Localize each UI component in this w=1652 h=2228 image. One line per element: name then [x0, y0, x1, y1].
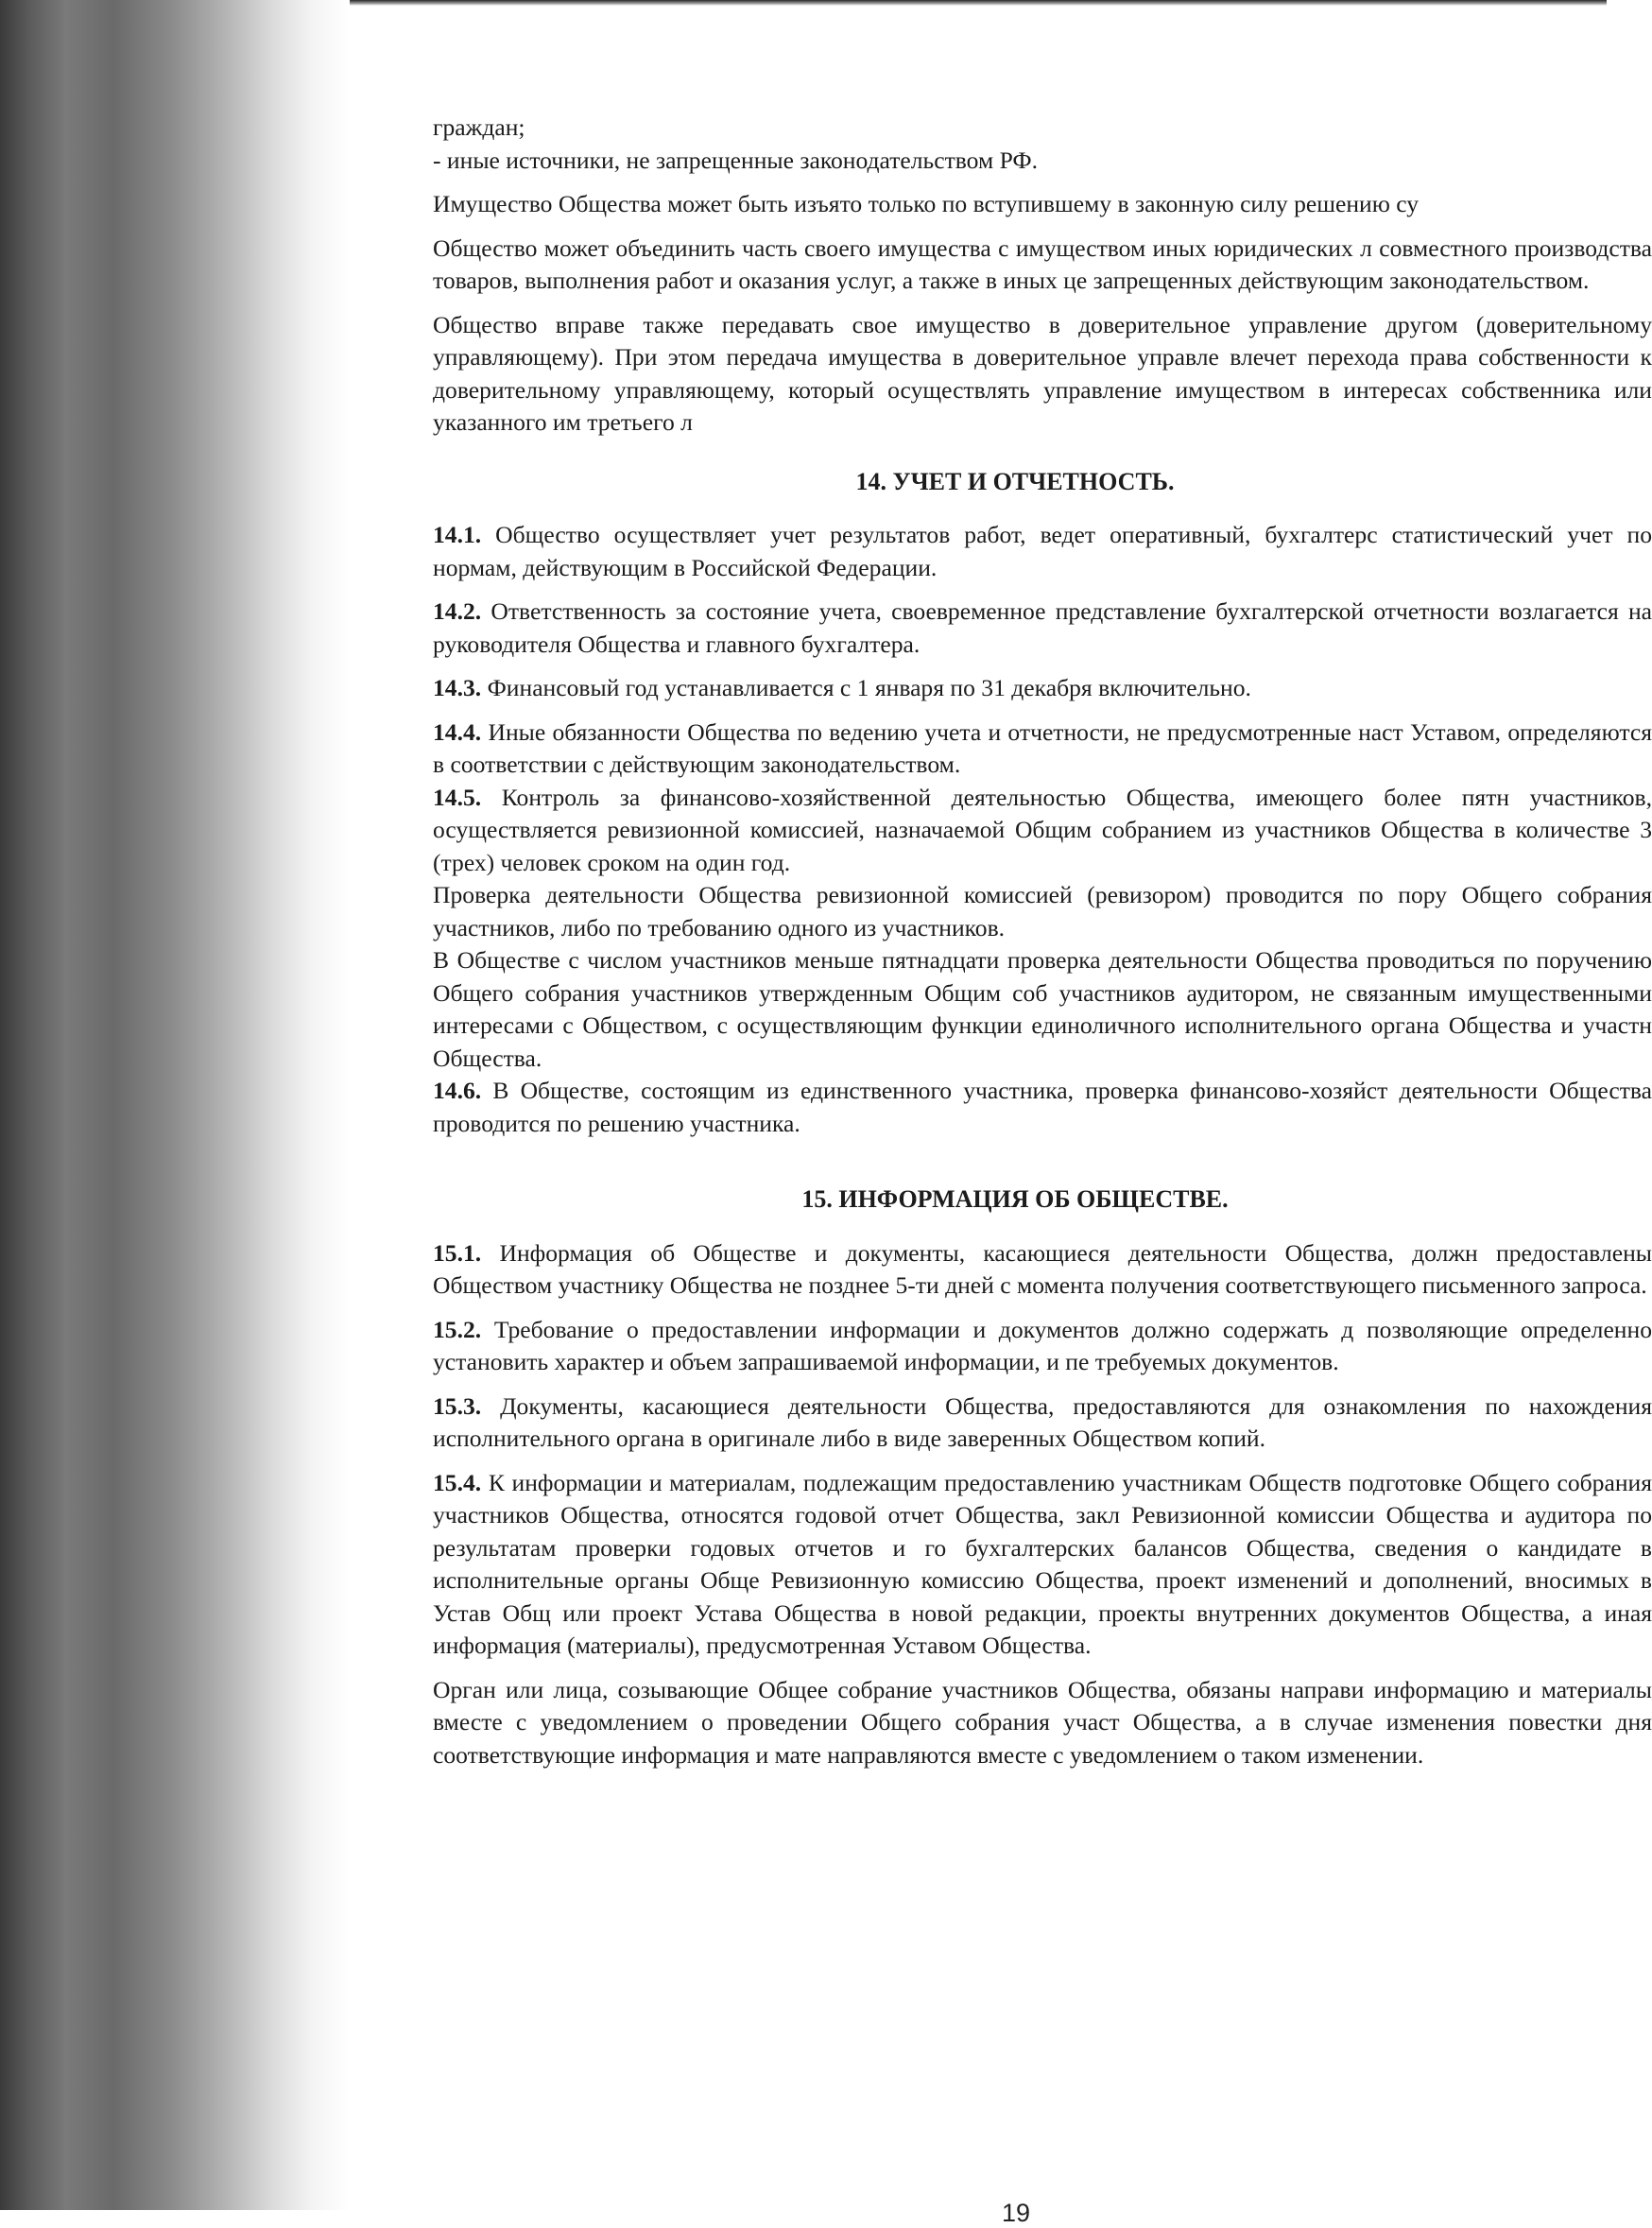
- scan-top-edge: [350, 0, 1607, 6]
- clause-14-5: [433, 782, 1652, 880]
- clause-number: 14.3.: [433, 674, 482, 701]
- clause-14-3: [433, 672, 1652, 705]
- clause-number: 15.2.: [433, 1315, 482, 1343]
- intro-paragraph-5: Общество вправе также передавать свое имущество в доверительное управление другом (доверительному управляющему). При этом передача имущества в доверительное управле влечет перехода права собственности к доверительному управляющему, который осуществлять управление имуществом в интересах собственника или указанного им третьего л: [433, 310, 1652, 436]
- clause-text: Контроль за финансово-хозяйственной деятельностью Общества, имеющего более пятн участников, осуществляется ревизионной комиссией, назначаемой Общим собранием из участников Общества в количестве 3 (трех) человек сроком на один год.: [433, 783, 1652, 876]
- clause-text: В Обществе, состоящим из единственного участника, проверка финансово-хозяйст деятельности Общества проводится по решению участника.: [433, 1077, 1652, 1137]
- page-number: 19: [1002, 2199, 1031, 2227]
- text-column: [433, 112, 1652, 1771]
- clause-number: 14.2.: [433, 597, 482, 625]
- clause-text: Иные обязанности Общества по ведению учета и отчетности, не предусмотренные наст Уставом, определяются в соответствии с действующим законодательством.: [433, 717, 1652, 778]
- clause-14-2: [433, 596, 1652, 661]
- intro-paragraph-2: - иные источники, не запрещенные законодательством РФ.: [433, 146, 1038, 174]
- clause-14-6: [433, 1075, 1652, 1140]
- clause-text: Требование о предоставлении информации и документов должно содержать д позволяющие определенно установить характер и объем запрашиваемой информации, и пе требуемых документов.: [433, 1315, 1652, 1375]
- clause-number: 15.3.: [433, 1391, 482, 1420]
- clause-text: Документы, касающиеся деятельности Общества, предоставляются для ознакомления по нахождения исполнительного органа в оригинале либо в виде заверенных Обществом копий.: [433, 1391, 1652, 1452]
- intro-paragraph-3: Имущество Общества может быть изъято только по вступившему в законную силу решению су: [433, 190, 1420, 217]
- clause-number: 15.1.: [433, 1238, 482, 1267]
- clause-number: 14.1.: [433, 521, 482, 548]
- clause-text: Информация об Обществе и документы, касающиеся деятельности Общества, должн предоставлены Обществом участнику Общества не позднее 5-ти дней с момента получения соответствующего письменного запроса.: [433, 1238, 1652, 1299]
- clause-number: 14.4.: [433, 717, 482, 746]
- clause-text: Ответственность за состояние учета, своевременное представление бухгалтерской отчетности возлагается на руководителя Общества и главного бухгалтера.: [433, 597, 1652, 658]
- clause-text: Финансовый год устанавливается с 1 января по 31 декабря включительно.: [481, 674, 1251, 701]
- section-14-heading: 14. УЧЕТ И ОТЧЕТНОСТЬ.: [855, 467, 1175, 495]
- closing-paragraph: Орган или лица, созывающие Общее собрание участников Общества, обязаны направи информацию и материалы вместе с уведомлением о проведении Общего собрания участ Общества, а в случае изменения повестки дня соответствующие информация и мате направляются вместе с уведомлением о таком изменении.: [433, 1675, 1652, 1769]
- clause-15-2: [433, 1314, 1652, 1379]
- audit-paragraph: Проверка деятельности Общества ревизионной комиссией (ревизором) проводится по пору Общего собрания участников, либо по требованию одного из участников.: [433, 881, 1652, 941]
- clause-15-1: [433, 1237, 1652, 1303]
- clause-15-4: [433, 1467, 1652, 1663]
- clause-number: 15.4.: [433, 1468, 482, 1496]
- clause-15-3: [433, 1390, 1652, 1456]
- clause-number: 14.6.: [433, 1077, 482, 1104]
- section-15-heading: 15. ИНФОРМАЦИЯ ОБ ОБЩЕСТВЕ.: [801, 1185, 1229, 1213]
- clause-14-4: [433, 717, 1652, 782]
- scan-binding-shadow: [0, 0, 350, 2210]
- clause-number: 14.5.: [433, 783, 482, 811]
- small-company-audit-paragraph: В Обществе с числом участников меньше пятнадцати проверка деятельности Общества проводиться по поручению Общего собрания участников утвержденным Общим соб участников аудитором, не связанным имущественными интересами с Обществом, с осуществляющим функции единоличного исполнительного органа Общества и участн Общества.: [433, 946, 1652, 1072]
- intro-paragraph-4: Общество может объединить часть своего имущества с имуществом иных юридических л совместного производства товаров, выполнения работ и оказания услуг, а также в иных це запрещенных действующим законодательством.: [433, 233, 1652, 294]
- intro-paragraph-1: граждан;: [433, 113, 525, 141]
- clause-text: К информации и материалам, подлежащим предоставлению участникам Обществ подготовке Общего собрания участников Общества, относятся годовой отчет Общества, закл Ревизионной комиссии Общества и аудитора по результатам проверки годовых отчетов и го бухгалтерских балансов Общества, сведения о кандидате в исполнительные органы Обще Ревизионную комиссию Общества, проект изменений и дополнений, вносимых в Устав Общ или проект Устава Общества в новой редакции, проекты внутренних документов Общества, а иная информация (материалы), предусмотренная Уставом Общества.: [433, 1468, 1652, 1659]
- clause-text: Общество осуществляет учет результатов работ, ведет оперативный, бухгалтерс статистический учет по нормам, действующим в Российской Федерации.: [433, 521, 1652, 581]
- clause-14-1: [433, 519, 1652, 584]
- document-page: [433, 112, 1652, 2227]
